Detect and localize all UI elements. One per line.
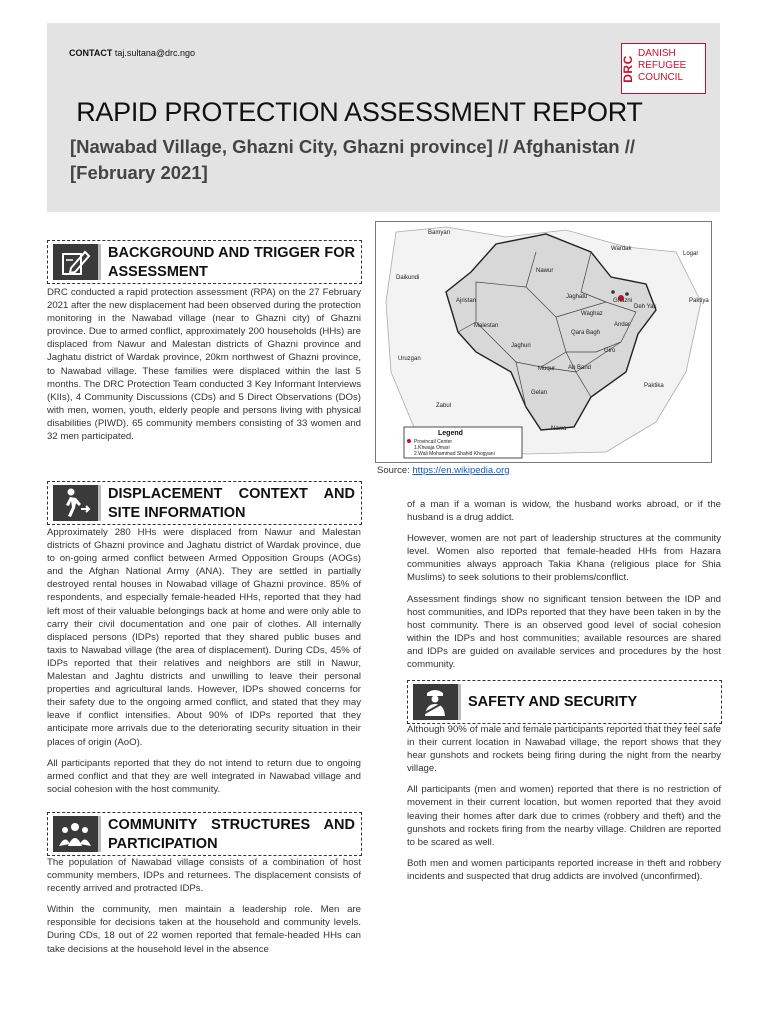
section-displacement-body bbox=[47, 526, 361, 804]
report-header bbox=[47, 23, 720, 212]
contact-email[interactable]: taj.sultana@drc.ngo bbox=[114, 48, 196, 58]
drc-logo bbox=[621, 43, 706, 94]
section-safety-body bbox=[407, 723, 721, 891]
map-label-muqur: Muqur bbox=[538, 366, 556, 372]
section-background-title: BACKGROUND AND TRIGGER FOR ASSESSMENT bbox=[108, 245, 355, 280]
map-source bbox=[377, 465, 510, 476]
group-icon bbox=[53, 816, 101, 852]
map-label-uruzgan: Uruzgan bbox=[398, 356, 421, 362]
source-label: Source: bbox=[377, 465, 410, 476]
soldier-icon bbox=[413, 684, 461, 720]
section-community-header bbox=[47, 812, 362, 856]
contact-label: CONTACT bbox=[69, 48, 113, 58]
paragraph: Approximately 280 HHs were displaced from Nawur and Malestan districts of Ghazni province and Jaghatu district of Wardak province, due to on-going armed conflict between Armed Opposition Groups (AOGs) and the Afghan National Army (ANA). They are settled in partially destroyed rental houses in Nowabad village of Ghazni province. 85% of respondents, and especially female-headed HHs, reported that they had left most of their valuable belongings back at home and were only able to carry their civil documentation and one pair of clothes. All internally displaced persons (IDPs) reported that they shared public buses and taxis to Nawabad village (the area of displacement). During CDs, 45% of IDPs reported that their relatives and neighbors are still in Nawur, Malestan and Jaghtu districts and unwilling to leave their personal properties and agricultural lands. However, IDPs showed concerns for their safety due to the ongoing armed conflict, and stated that they may leave if conflict intensifies. About 90% of IDPs reported that they anticipate more arrivals due to the deteriorating security situation in their places of origin (AoO). bbox=[47, 527, 361, 748]
map-label-qarabagh: Qara Bagh bbox=[571, 330, 601, 336]
section-displacement-title: DISPLACEMENT CONTEXT AND SITE INFORMATION bbox=[108, 486, 355, 521]
logo-line-2: REFUGEE bbox=[638, 60, 687, 71]
edit-document-icon bbox=[53, 244, 101, 280]
section-displacement-header bbox=[47, 481, 362, 525]
map-label-logar: Logar bbox=[683, 251, 699, 257]
map-label-jaghuri: Jaghuri bbox=[511, 343, 531, 349]
district-map bbox=[375, 221, 712, 463]
paragraph: However, women are not part of leadership structures at the community level. Women also reported that female-headed HHs from Hazara communities always approach Takia Khana (religious place for Shia Muslims) to seek solutions to their problems/conflict. bbox=[407, 533, 721, 584]
section-safety-title: SAFETY AND SECURITY bbox=[468, 694, 638, 710]
map-label-ajristan: Ajristan bbox=[456, 298, 477, 304]
section-background-header bbox=[47, 240, 362, 284]
map-label-bamyan: Bamyan bbox=[428, 230, 451, 236]
map-label-paktiya: Paktiya bbox=[689, 298, 709, 304]
section-background-body bbox=[47, 286, 361, 451]
map-label-paktika: Paktika bbox=[644, 383, 664, 389]
paragraph: All participants (men and women) reported that there is no restriction of movement in their current location, but women reported that they avoid leaving their homes after dark due to crimes (robbery and theft) and the gunshots and rockets firing from the nearby village. Children are reported to be scared as well. bbox=[407, 784, 721, 848]
paragraph: All participants reported that they do not intend to return due to ongoing armed conflict and that they are well integrated in Nawabad village and social cohesion with the host community. bbox=[47, 757, 361, 795]
logo-abbr: DRC bbox=[620, 55, 635, 83]
map-label-nawa: Nawa bbox=[551, 426, 567, 432]
map-label-dehyak: Deh Yak bbox=[634, 304, 657, 310]
section-community-continued bbox=[407, 498, 721, 679]
logo-line-1: DANISH bbox=[638, 48, 676, 59]
paragraph: DRC conducted a rapid protection assessment (RPA) on the 27 February 2021 after the new displacement had been observed during the protection monitoring in the Nawabad village (near to Ghazni city) of Ghazni province. Due to armed conflict, approximately 200 households (HHs) are displaced from Nawur and Malestan districts of Ghazni province and Jaghatu district of Wardak province, 20km northwest of Ghazni province, to Nawabad village. These families were displaced within the last 5 months. The DRC Protection Team conducted 3 Key Informant Interviews (KIIs), 4 Community Discussions (CDs) and 5 Direct Observations (DOs) with men, women, youth, elderly people and persons living with physical disabilities (PIWD). 65 community members consisting of 33 women and 32 men participated. bbox=[47, 287, 361, 443]
map-label-malestan: Malestan bbox=[474, 323, 499, 329]
report-title: RAPID PROTECTION ASSESSMENT REPORT bbox=[76, 97, 643, 127]
map-legend-item: Provincail Center bbox=[414, 439, 453, 445]
map-marker-wali-mohammad bbox=[625, 292, 629, 296]
paragraph: Assessment findings show no significant tension between the IDP and host communities, and IDPs reported that they have been taken in by the host community. There is an observed good level of social cohesion within the IDPs and host communities; available resources are shared and IDPs are guided on available services and procedures by the host community. bbox=[407, 593, 721, 671]
map-label-waghaz: Waghaz bbox=[581, 311, 603, 317]
map-label-andar: Andar bbox=[614, 322, 631, 328]
map-label-giro: Giro bbox=[604, 348, 616, 354]
map-marker-khwaja-omari bbox=[611, 290, 615, 294]
map-label-daikundi: Daikundi bbox=[396, 275, 420, 281]
report-subtitle: [Nawabad Village, Ghazni City, Ghazni province] // Afghanistan // [February 2021] bbox=[70, 136, 636, 183]
paragraph: Although 90% of male and female participants reported that they feel safe in their current location in Nawabad village, the report shows that they hear gunshots and rockets being firing during the night from the nearby village. bbox=[407, 724, 721, 775]
map-legend-title: Legend bbox=[438, 430, 463, 437]
map-label-nawur: Nawur bbox=[536, 268, 554, 274]
person-walking-icon bbox=[53, 485, 101, 521]
section-community-title: COMMUNITY STRUCTURES AND PARTICIPATION bbox=[108, 817, 355, 852]
section-community-body bbox=[47, 856, 361, 964]
paragraph: The population of Nawabad village consists of a combination of host community members, IDPs and returnees. The displacement consists of recently arrived and protracted IDPs. bbox=[47, 857, 361, 895]
contact-line bbox=[69, 48, 195, 58]
paragraph: Both men and women participants reported increase in theft and robbery incidents and suspected that drug addicts are involved (unconfirmed). bbox=[407, 857, 721, 882]
map-label-zabul: Zabul bbox=[436, 403, 452, 409]
logo-line-3: COUNCIL bbox=[638, 72, 684, 83]
map-label-wardak: Wardak bbox=[611, 246, 632, 252]
paragraph: Within the community, men maintain a leadership role. Men are responsible for decisions taken at the household and community levels. During CDs, 18 out of 22 women reported that female-headed HHs can take decisions at the household level in the absence bbox=[47, 904, 361, 955]
map-label-jaghatu: Jaghatu bbox=[566, 294, 588, 300]
paragraph: of a man if a woman is widow, the husband works abroad, or if the husband is a drug addict. bbox=[407, 499, 721, 524]
map-legend-item: 2.Wali Mohammad Shahid Khogyani bbox=[414, 451, 495, 457]
map-label-gelan: Gelan bbox=[531, 390, 548, 396]
source-link[interactable]: https://en.wikipedia.org bbox=[412, 465, 510, 476]
section-safety-header bbox=[407, 680, 722, 724]
map-legend bbox=[404, 427, 522, 458]
map-label-ghazni: Ghazni bbox=[613, 298, 633, 304]
map-label-abband: Ab Band bbox=[568, 365, 592, 371]
map-legend-item: 1.Khwaja Omari bbox=[414, 445, 450, 451]
